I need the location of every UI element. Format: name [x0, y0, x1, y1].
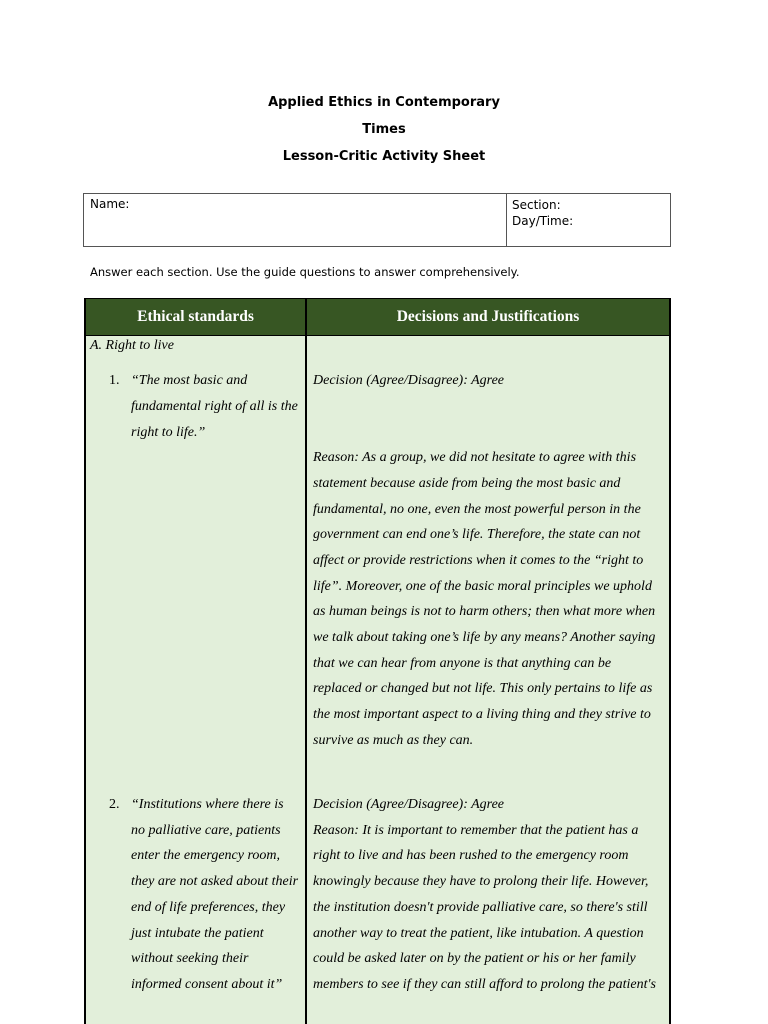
- statement-line: just intubate the patient: [131, 926, 264, 941]
- document-title-line1: Applied Ethics in Contemporary: [268, 95, 500, 110]
- reason-line: the most important aspect to a living thing and they strive to: [313, 707, 651, 722]
- reason-line: another way to treat the patient, like intubation. A question: [313, 926, 644, 941]
- statement-line: no palliative care, patients: [131, 823, 281, 838]
- reason-line: affect or provide restrictions when it comes to the “right to: [313, 553, 644, 568]
- reason-line: could be asked later on by the patient or his or her family: [313, 951, 636, 966]
- daytime-label: Day/Time:: [512, 214, 574, 228]
- ethics-table: [84, 298, 671, 1024]
- instructions-text: Answer each section. Use the guide questions to answer comprehensively.: [90, 265, 520, 279]
- statement-line: they are not asked about their: [131, 874, 299, 889]
- document-subtitle: Lesson-Critic Activity Sheet: [282, 149, 486, 164]
- section-daytime-field: [507, 194, 670, 246]
- statement-line: informed consent about it”: [131, 977, 283, 992]
- name-field: [84, 194, 507, 246]
- reason-line: as human beings is not to harm others; then what more when: [313, 604, 656, 619]
- table-body: [86, 336, 669, 1024]
- decision-text: Decision (Agree/Disagree): Agree: [313, 797, 505, 812]
- statement-line: right to life.”: [131, 425, 206, 440]
- reason-line: Reason: It is important to remember that the patient has a: [313, 823, 639, 838]
- reason-line: members to see if they can still afford to prolong the patient's: [313, 977, 656, 992]
- student-info-table: [83, 193, 671, 247]
- reason-line: statement because aside from being the most basic and: [313, 476, 621, 491]
- column-divider: [305, 336, 307, 1024]
- document-header: [0, 92, 768, 173]
- reason-line: replaced or changed but not life. This only pertains to life as: [313, 681, 653, 696]
- reason-line: life”. Moreover, one of the basic moral principles we uphold: [313, 579, 652, 594]
- reason-line: Reason: As a group, we did not hesitate to agree with this: [313, 450, 637, 465]
- section-heading: A. Right to live: [90, 338, 174, 353]
- statement-line: without seeking their: [131, 951, 249, 966]
- reason-line: knowingly because they have to prolong their life. However,: [313, 874, 649, 889]
- statement-line: fundamental right of all is the: [131, 399, 298, 414]
- statement-line: end of life preferences, they: [131, 900, 286, 915]
- document-title-line2: Times: [362, 122, 406, 137]
- header-ethical-standards: Ethical standards: [86, 299, 307, 335]
- section-label: Section:: [512, 198, 561, 212]
- statement-line: “The most basic and: [131, 373, 248, 388]
- table-header-row: [86, 299, 669, 336]
- decision-text: Decision (Agree/Disagree): Agree: [313, 373, 505, 388]
- reason-line: fundamental, no one, even the most powerful person in the: [313, 502, 641, 517]
- reason-line: survive as much as they can.: [313, 733, 474, 748]
- reason-line: we talk about taking one’s life by any means? Another saying: [313, 630, 656, 645]
- item-number: 2.: [109, 797, 120, 812]
- header-decisions-justifications: Decisions and Justifications: [396, 308, 580, 325]
- reason-line: government can end one’s life. Therefore, the state can not: [313, 527, 641, 542]
- reason-line: that we can hear from anyone is that anything can be: [313, 656, 612, 671]
- statement-line: “Institutions where there is: [131, 797, 284, 812]
- reason-line: right to live and has been rushed to the emergency room: [313, 848, 629, 863]
- statement-line: enter the emergency room,: [131, 848, 281, 863]
- name-label: Name:: [90, 197, 130, 211]
- reason-line: the institution doesn't provide palliative care, so there's still: [313, 900, 648, 915]
- item-number: 1.: [109, 373, 120, 388]
